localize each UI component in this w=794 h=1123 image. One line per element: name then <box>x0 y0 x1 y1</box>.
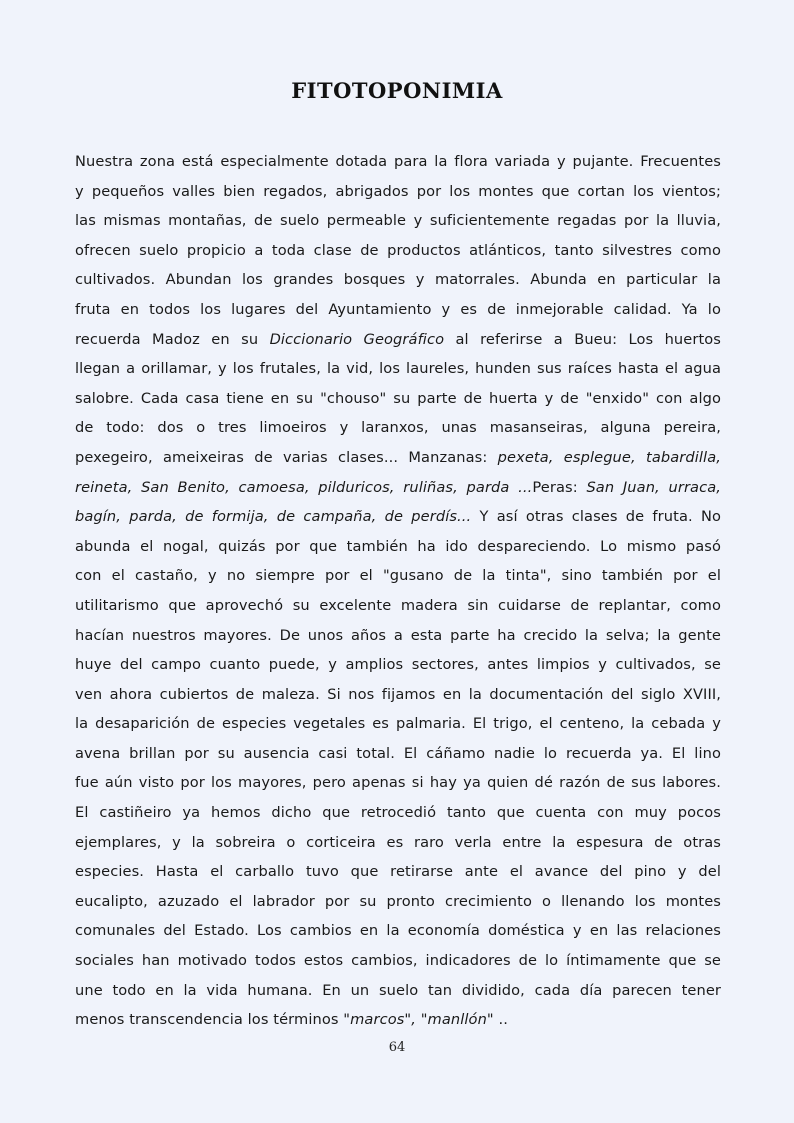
text-run: especies. Hasta el carballo tuvo que retirarse ante el avance del pino y del <box>75 863 721 881</box>
text-line <box>75 265 721 295</box>
text-run: fruta en todos los lugares del Ayuntamiento y es de inmejorable calidad. Ya lo <box>75 300 721 318</box>
text-line <box>75 354 721 384</box>
text-run: cultivados. Abundan los grandes bosques y matorrales. Abunda en particular la <box>75 271 721 289</box>
text-run: eucalipto, azuzado el labrador por su pronto crecimiento o llenando los montes <box>75 892 721 910</box>
text-run: El castiñeiro ya hemos dicho que retrocedió tanto que cuenta con muy pocos <box>75 804 721 822</box>
text-line <box>75 561 721 591</box>
text-run: y pequeños valles bien regados, abrigados por los montes que cortan los vientos; <box>75 182 721 200</box>
text-line <box>75 768 721 798</box>
text-run: sociales han motivado todos estos cambios, indicadores de lo íntimamente que se <box>75 952 721 970</box>
text-line <box>75 384 721 414</box>
text-run: Nuestra zona está especialmente dotada para la flora variada y pujante. Frecuentes <box>75 153 721 170</box>
text-line <box>75 946 721 976</box>
text-run: ofrecen suelo propicio a toda clase de productos atlánticos, tanto silvestres como <box>75 241 721 259</box>
text-line <box>75 1005 721 1035</box>
text-run: comunales del Estado. Los cambios en la economía doméstica y en las relaciones <box>75 922 721 940</box>
text-line <box>75 591 721 621</box>
italic-text: Diccionario Geográfico <box>269 330 445 348</box>
text-line <box>75 443 721 473</box>
text-line <box>75 147 721 177</box>
text-line <box>75 680 721 710</box>
text-line <box>75 887 721 917</box>
text-line <box>75 916 721 946</box>
text-run: abunda el nogal, quizás por que también ha ido despareciendo. Lo mismo pasó <box>75 537 721 555</box>
text-run: salobre. Cada casa tiene en su "chouso" su parte de huerta y de "enxido" con algo <box>75 389 721 407</box>
text-line <box>75 206 721 236</box>
text-run: utilitarismo que aprovechó su excelente madera sin cuidarse de replantar, como <box>75 596 721 614</box>
text-run: avena brillan por su ausencia casi total. El cáñamo nadie lo recuerda ya. El lino <box>75 744 721 762</box>
text-line <box>75 473 721 503</box>
body-paragraph <box>75 147 721 1035</box>
text-run: fue aún visto por los mayores, pero apenas si hay ya quien dé razón de sus labores. <box>75 774 721 792</box>
text-run: recuerda Madoz en su <box>75 330 270 348</box>
text-line <box>75 650 721 680</box>
text-run: con el castaño, y no siempre por el "gusano de la tinta", sino también por el <box>75 567 721 585</box>
text-run: de todo: dos o tres limoeiros y laranxos, unas masanseiras, alguna pereira, <box>75 419 721 437</box>
text-run: Peras: <box>532 478 587 496</box>
text-line <box>75 325 721 355</box>
text-line <box>75 295 721 325</box>
text-line <box>75 857 721 887</box>
italic-text: reineta, San Benito, camoesa, pilduricos, ruliñas, parda ... <box>75 478 533 496</box>
text-run: ven ahora cubiertos de maleza. Si nos fijamos en la documentación del siglo XVIII, <box>75 685 721 703</box>
text-line <box>75 976 721 1006</box>
text-run: .. <box>493 1011 508 1029</box>
text-line <box>75 828 721 858</box>
text-run: al referirse a Bueu: Los huertos <box>444 330 722 348</box>
text-run: llegan a orillamar, y los frutales, la vid, los laureles, hunden sus raíces hasta el agua <box>75 360 721 378</box>
italic-text: bagín, parda, de formija, de campaña, de perdís... <box>75 508 472 526</box>
text-line <box>75 413 721 443</box>
text-line <box>75 502 721 532</box>
text-line <box>75 532 721 562</box>
text-run: Y así otras clases de fruta. No <box>471 508 721 526</box>
text-line <box>75 709 721 739</box>
text-run: menos transcendencia los términos <box>75 1011 344 1029</box>
text-run: la desaparición de especies vegetales es palmaria. El trigo, el centeno, la cebada y <box>75 715 721 733</box>
text-run: pexegeiro, ameixeiras de varias clases... Manzanas: <box>75 448 498 466</box>
italic-text: "marcos", "manllón" <box>343 1011 494 1029</box>
text-run: huye del campo cuanto puede, y amplios sectores, antes limpios y cultivados, se <box>75 656 721 674</box>
text-line <box>75 621 721 651</box>
text-run: ejemplares, y la sobreira o corticeira es raro verla entre la espesura de otras <box>75 833 721 851</box>
text-run: une todo en la vida humana. En un suelo tan dividido, cada día parecen tener <box>75 981 721 999</box>
text-run: hacían nuestros mayores. De unos años a esta parte ha crecido la selva; la gente <box>75 626 721 644</box>
text-line <box>75 177 721 207</box>
text-line <box>75 798 721 828</box>
text-line <box>75 236 721 266</box>
page-number: 64 <box>388 1040 406 1055</box>
page-title: FITOTOPONIMIA <box>291 78 503 103</box>
italic-text: San Juan, urraca, <box>586 478 721 496</box>
text-line <box>75 739 721 769</box>
text-run: las mismas montañas, de suelo permeable y suficientemente regadas por la lluvia, <box>75 212 721 230</box>
italic-text: pexeta, esplegue, tabardilla, <box>497 448 721 466</box>
